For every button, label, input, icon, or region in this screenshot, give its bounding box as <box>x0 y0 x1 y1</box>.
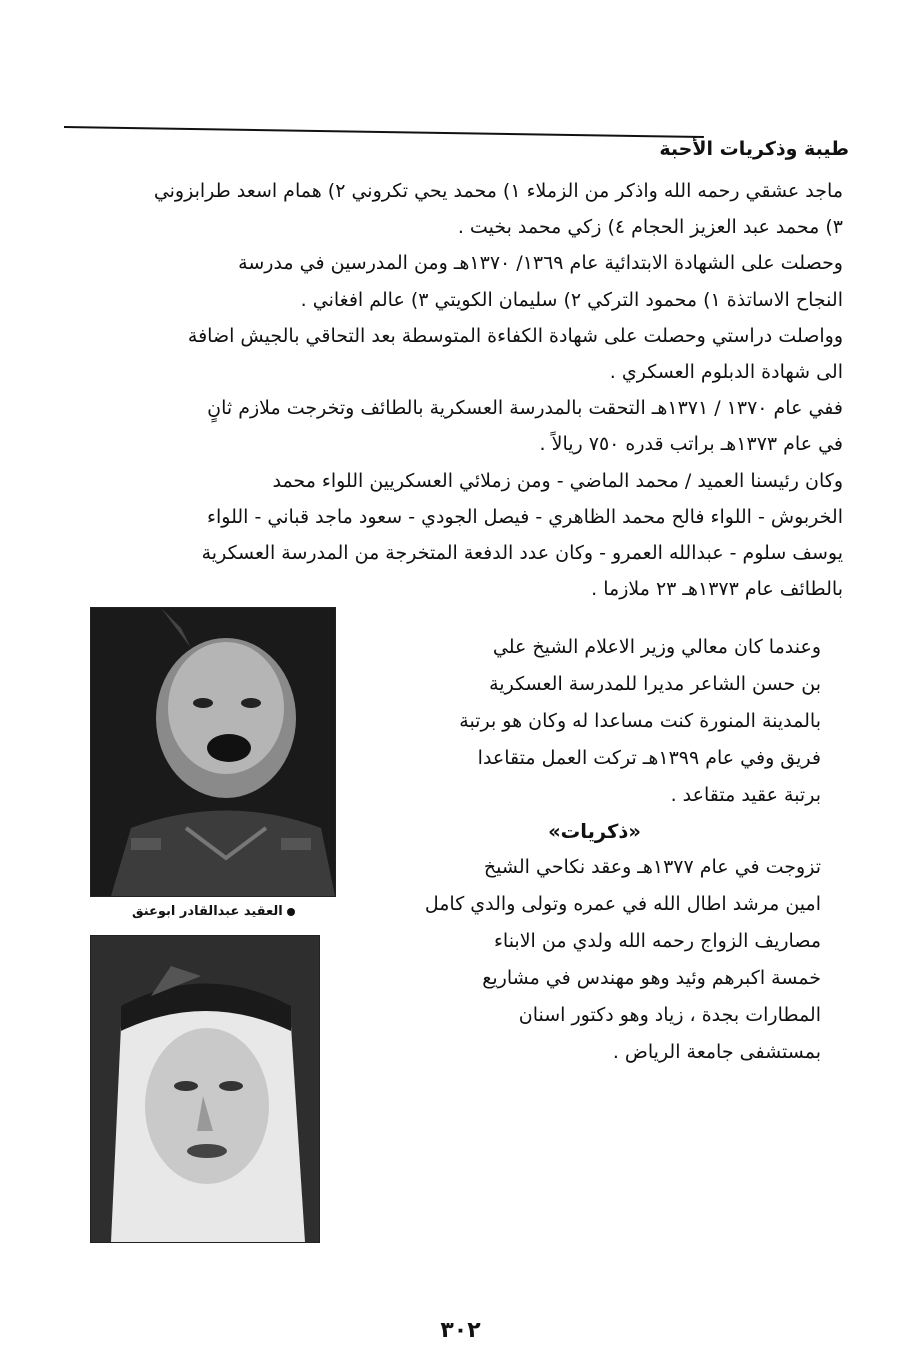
portrait-uniform-image <box>91 608 335 896</box>
text-line: تزوجت في عام ١٣٧٧هـ وعقد نكاحي الشيخ <box>483 856 821 878</box>
text-line: ففي عام ١٣٧٠ / ١٣٧١هـ التحقت بالمدرسة العسكرية بالطائف وتخرجت ملازم ثانٍ <box>207 397 843 420</box>
text-line: فريق وفي عام ١٣٩٩هـ تركت العمل متقاعدا <box>477 747 821 769</box>
text-line: بن حسن الشاعر مديرا للمدرسة العسكرية <box>489 673 821 695</box>
text-line: مصاريف الزواج رحمه الله ولدي من الابناء <box>493 930 821 952</box>
main-paragraph <box>83 180 843 640</box>
text-line: وحصلت على الشهادة الابتدائية عام ١٣٦٩/ ١٣٧٠هـ ومن المدرسين في مدرسة <box>238 252 843 275</box>
text-line: وعندما كان معالي وزير الاعلام الشيخ علي <box>492 636 821 658</box>
text-line: خمسة اكبرهم وئيد وهو مهندس في مشاريع <box>482 967 821 989</box>
text-line: وواصلت دراستي وحصلت على شهادة الكفاءة المتوسطة بعد التحاقي بالجيش اضافة <box>187 324 843 347</box>
section-heading: «ذكريات» <box>548 820 641 843</box>
text-line: النجاح الاساتذة ١) محمود التركي ٢) سليمان الكويتي ٣) عالم افغاني . <box>300 288 843 311</box>
text-line: المطارات بجدة ، زياد وهو دكتور اسنان <box>518 1004 821 1026</box>
header-rule <box>64 126 704 138</box>
photo-caption-text: العقيد عبدالقادر ابوعنق <box>132 904 283 919</box>
text-line: بالطائف عام ١٣٧٣هـ ٢٣ ملازما . <box>591 578 843 601</box>
text-line: برتبة عقيد متقاعد . <box>670 784 821 806</box>
page-number: ٣٠٢ <box>440 1318 481 1343</box>
memories-paragraph <box>401 856 821 1086</box>
text-line: الى شهادة الدبلوم العسكري . <box>609 361 843 383</box>
portrait-photo-uniform <box>90 607 336 897</box>
running-head: طيبة وذكريات الأحبة <box>659 138 849 160</box>
text-line: ماجد عشقي رحمه الله واذكر من الزملاء ١) محمد يحي تكروني ٢) همام اسعد طرابزوني <box>153 180 843 202</box>
photo-caption <box>132 904 295 919</box>
text-line: امين مرشد اطال الله في عمره وتولى والدي كامل <box>424 893 821 915</box>
portrait-photo-headdress <box>90 935 320 1243</box>
text-line: الخربوش - اللواء فالح محمد الظاهري - فيصل الجودي - سعود ماجد قباني - اللواء <box>207 505 843 528</box>
text-line: في عام ١٣٧٣هـ براتب قدره ٧٥٠ ريالاً . <box>539 433 843 456</box>
portrait-headdress-image <box>91 936 319 1242</box>
text-line: يوسف سلوم - عبدالله العمرو - وكان عدد الدفعة المتخرجة من المدرسة العسكرية <box>201 542 843 564</box>
text-line: بالمدينة المنورة كنت مساعدا له وكان هو برتبة <box>459 710 821 732</box>
text-line: بمستشفى جامعة الرياض . <box>612 1041 821 1063</box>
text-line: ٣) محمد عبد العزيز الحجام ٤) زكي محمد بخيت . <box>457 216 843 239</box>
text-line: وكان رئيسنا العميد / محمد الماضي - ومن زملائي العسكريين اللواء محمد <box>272 469 843 492</box>
bullet-icon <box>287 908 295 916</box>
